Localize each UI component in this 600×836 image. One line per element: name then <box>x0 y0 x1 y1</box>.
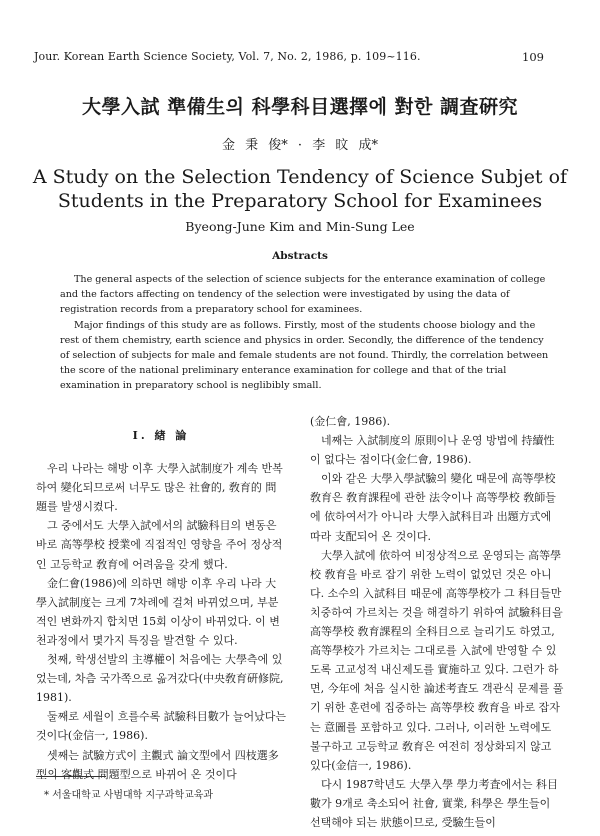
page-number: 109 <box>522 50 544 64</box>
korean-title: 大學入試 準備生의 科學科目選擇에 對한 調査硏究 <box>81 96 519 118</box>
footnote-affiliation: * 서울대학교 사범대학 지구과학교육과 <box>44 790 214 801</box>
left-paragraph-1: 우리 나라는 해방 이후 大學入試制度가 계속 반복하여 變化되므로써 너무도 많은 社會的, 敎育的 問題를 발생시켰다. <box>36 462 283 514</box>
journal-citation: Jour. Korean Earth Science Society, Vol. 7, No. 2, 1986, p. 109~116. <box>34 50 421 63</box>
left-paragraph-3: 金仁會(1986)에 의하면 해방 이후 우리 나라 大學入試制度는 크게 7차례에 걸쳐 바뀌었으며, 부분적인 변화까지 합치면 15회 이상이 바뀌었다. 이 변천과정에서 몇가지 특징을 발견할 수 있다. <box>36 576 280 647</box>
right-paragraph-0: (金仁會, 1986). <box>310 415 391 428</box>
english-title-line-1: A Study on the Selection Tendency of Science Subjet of <box>32 166 568 188</box>
left-paragraph-5: 둘째로 세월이 흐를수록 試驗科目數가 늘어났다는 것이다(金信一, 1986). <box>36 710 287 743</box>
english-title-line-2: Students in the Preparatory School for Examinees <box>57 190 543 212</box>
left-paragraph-4: 첫째, 학생선발의 主導權이 처음에는 大學측에 있었는데, 차츰 국가쪽으로 옮겨갔다(中央敎育硏修院, 1981). <box>36 653 284 705</box>
abstract-heading: Abstracts <box>272 250 328 262</box>
korean-authors: 金 秉 俊* · 李 旼 成* <box>222 138 378 153</box>
footnote-rule <box>36 776 106 777</box>
left-column <box>36 412 286 784</box>
abstract-body <box>60 272 552 393</box>
english-title <box>0 165 600 213</box>
right-paragraph-2: 이와 같은 大學入學試驗의 變化 때문에 高等學校 敎育은 敎育課程에 관한 法令이나 高等學校 敎師들에 依하여서가 아니라 大學入試科目과 出題方式에 따라 支配되어 온 것이다. <box>310 472 556 543</box>
english-authors: Byeong-June Kim and Min-Sung Lee <box>185 219 415 234</box>
right-paragraph-1: 네째는 入試制度의 原則이나 운영 방법에 持續性이 없다는 점이다(金仁會, 1986). <box>310 434 555 467</box>
right-column <box>310 412 564 832</box>
left-paragraph-2: 그 중에서도 大學入試에서의 試驗科目의 변동은 바로 高等學校 授業에 직접적인 영향을 주어 정상적인 고등학교 敎育에 어려움을 갖게 했다. <box>36 519 283 571</box>
abstract-paragraph-1: The general aspects of the selection of science subjects for the enterance examination of college and the factors affecting on tendency of the selection were investigated by using the data of registration records from a preparatory school for examinees. <box>60 274 546 315</box>
left-paragraph-6: 셋째는 試驗方式이 主觀式 論文型에서 四枝選多型의 客觀式 問題型으로 바뀌어 온 것이다 <box>36 748 279 781</box>
abstract-paragraph-2: Major findings of this study are as follows. Firstly, most of the students choose biology and the rest of them chemistry, earth science and physics in order. Secondly, the difference of the tendency of selection of subjects for male and female students are not found. Thirdly, the correlation between the score of the national preliminary enterance examination for college and that of the trial examination in preparatory school is neglibibly small. <box>60 320 549 391</box>
right-paragraph-4: 다시 1987학년도 大學入學 學力考査에서는 科目數가 9개로 축소되어 社會, 實業, 科學은 學生들이 선택해야 되는 狀態이므로, 受驗生들이 <box>310 777 558 829</box>
right-paragraph-3: 大學入試에 依하여 비정상적으로 운영되는 高等學校 敎育을 바로 잡기 위한 노력이 없었던 것은 아니다. 소수의 入試科目 때문에 高等學校가 그 科目들만 치중하여 가르치는 것을 해결하기 위하여 試驗科目을 高等學校 敎育課程의 全科目으로 늘리기도 하였고, 高等學校가 가르치는 그대로를 入試에 반영할 수 있도록 고교성적 내신제도를 實施하고 있다. 그런가 하면, 今年에 처음 실시한 論述考査도 객관식 문제를 풀기 위한 훈련에 집중하는 高等學校 敎育을 바로 잡자는 意圖를 포함하고 있다. 그러나, 이러한 노력에도 불구하고 고등학교 敎育은 여전히 정상화되지 않고 있다(金信一, 1986). <box>310 548 564 772</box>
section-heading-introduction: I. 緖 論 <box>132 429 190 442</box>
